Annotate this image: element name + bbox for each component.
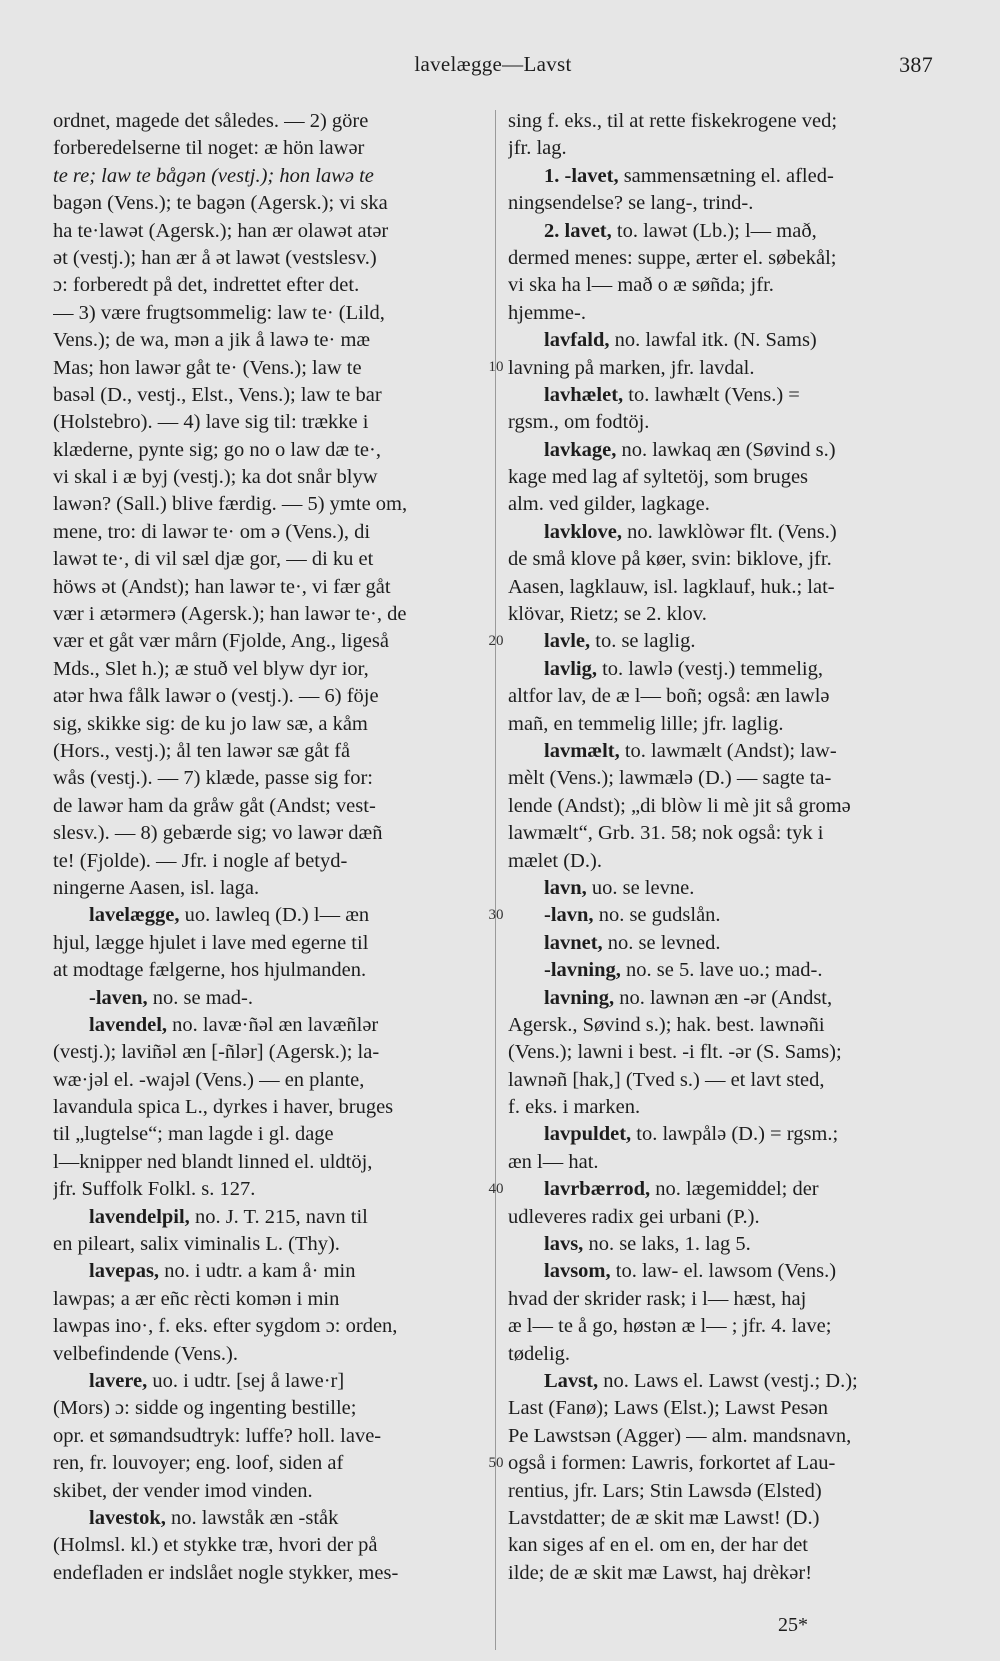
- line-text: l—knipper ned blandt linned el. uldtöj,: [53, 1150, 373, 1173]
- text-line: [53, 1121, 483, 1148]
- entry-headword-line: [508, 1368, 936, 1395]
- line-text: (Holstebro). — 4) lave sig til: trække i: [53, 411, 369, 434]
- line-text: rgsm., om fodtöj.: [508, 411, 650, 434]
- text-line: [53, 1286, 483, 1313]
- right-column: [508, 108, 936, 1587]
- text-line: [508, 848, 936, 875]
- text-line: [508, 409, 936, 436]
- headword: lavklove,: [544, 520, 623, 543]
- entry-headword-line: [508, 1258, 936, 1285]
- line-text: også i formen: Lawris, forkortet af Lau-: [508, 1452, 836, 1475]
- text-line: [53, 930, 483, 957]
- headword: lavnet,: [544, 931, 603, 954]
- text-line: [53, 1423, 483, 1450]
- line-text: bagən (Vens.); te bagən (Agersk.); vi ska: [53, 192, 388, 215]
- text-line: [53, 656, 483, 683]
- page-number: 387: [899, 52, 933, 77]
- headword: lavere,: [89, 1369, 148, 1392]
- line-text: höws ət (Andst); han lawər te·, vi fær gåt: [53, 575, 391, 598]
- text-line: [53, 628, 483, 655]
- line-text: lawpas ino·, f. eks. efter sygdom ɔ: orden,: [53, 1315, 398, 1338]
- line-text: vi skal i æ byj (vestj.); ka dot snår blyw: [53, 466, 378, 489]
- text-line: [508, 190, 936, 217]
- text-line: [508, 1505, 936, 1532]
- line-text: lawnəñ [hak,] (Tved s.) — et lavt sted,: [508, 1068, 825, 1091]
- headword: lavsom,: [544, 1260, 611, 1283]
- text-line: [508, 355, 936, 382]
- line-text: no. se gudslån.: [593, 904, 721, 927]
- line-text: mælet (D.).: [508, 849, 602, 872]
- text-line: [53, 135, 483, 162]
- line-text: lavandula spica L., dyrkes i haver, bruges: [53, 1096, 394, 1119]
- line-text: ordnet, magede det således. — 2) göre: [53, 110, 369, 132]
- text-line: [53, 738, 483, 765]
- line-text: no. se 5. lave uo.; mad-.: [620, 959, 823, 982]
- text-line: [53, 875, 483, 902]
- text-line: [53, 190, 483, 217]
- text-line: [53, 1176, 483, 1203]
- text-line: [53, 1532, 483, 1559]
- line-text: ningsendelse? se lang-, trind-.: [508, 192, 754, 215]
- line-text: no. lawklòwər flt. (Vens.): [622, 520, 837, 543]
- text-line: [53, 1039, 483, 1066]
- text-line: [508, 1204, 936, 1231]
- entry-headword-line: [508, 985, 936, 1012]
- line-text: endefladen er indslået nogle stykker, mes-: [53, 1561, 399, 1584]
- line-text: Mds., Slet h.); æ stuð vel blyw dyr ior,: [53, 657, 369, 680]
- line-text: no. lawståk æn -ståk: [165, 1506, 339, 1529]
- entry-headword-line: [53, 902, 483, 929]
- text-line: [508, 1313, 936, 1340]
- text-line: [53, 1313, 483, 1340]
- line-text: sammensætning el. afled-: [618, 164, 834, 187]
- text-line: [508, 272, 936, 299]
- text-line: [53, 1395, 483, 1422]
- text-line: [508, 574, 936, 601]
- entry-headword-line: [53, 1368, 483, 1395]
- line-text: at modtage fælgerne, hos hjulmanden.: [53, 959, 367, 982]
- line-text: wæ·jəl el. -wajəl (Vens.) — en plante,: [53, 1068, 365, 1091]
- headword: lavle,: [544, 630, 591, 653]
- headword: 1. -lavet,: [544, 164, 619, 187]
- text-line: [508, 464, 936, 491]
- line-text: te re; law te bågən (vestj.); hon lawə te: [53, 164, 374, 187]
- headword: lavmælt,: [544, 739, 620, 762]
- line-text: alm. ved gilder, lagkage.: [508, 493, 710, 516]
- text-line: [53, 245, 483, 272]
- line-text: no. i udtr. a kam å· min: [159, 1260, 356, 1283]
- text-line: [508, 1423, 936, 1450]
- line-text: to. law- el. lawsom (Vens.): [610, 1260, 837, 1283]
- text-line: [53, 957, 483, 984]
- line-text: (Mors) ɔ: sidde og ingenting bestille;: [53, 1397, 357, 1420]
- text-line: [508, 683, 936, 710]
- line-text: — 3) være frugtsommelig: law te· (Lild,: [53, 301, 385, 324]
- entry-headword-line: [508, 382, 936, 409]
- line-text: uo. se levne.: [586, 876, 695, 899]
- text-line: [53, 382, 483, 409]
- line-number: 40: [488, 1180, 504, 1197]
- line-text: hjemme-.: [508, 301, 586, 324]
- text-line: [508, 546, 936, 573]
- text-line: [53, 711, 483, 738]
- line-text: klæderne, pynte sig; go no o law dæ te·,: [53, 438, 381, 461]
- line-text: (Holmsl. kl.) et stykke træ, hvori der på: [53, 1534, 378, 1557]
- text-line: [53, 437, 483, 464]
- entry-headword-line: [508, 628, 936, 655]
- line-text: dermed menes: suppe, ærter el. søbekål;: [508, 246, 837, 269]
- line-text: wås (vestj.). — 7) klæde, passe sig for:: [53, 767, 373, 790]
- line-text: lende (Andst); „di blòw li mè jit så gromə: [508, 794, 851, 817]
- line-number: 50: [488, 1454, 504, 1471]
- line-text: jfr. lag.: [508, 137, 567, 160]
- left-column: [53, 108, 483, 1587]
- line-text: skibet, der vender imod vinden.: [53, 1479, 313, 1502]
- line-text: sig, skikke sig: de ku jo law sæ, a kåm: [53, 712, 368, 735]
- line-text: (vestj.); laviñəl æn [-ñlər] (Agersk.); la-: [53, 1041, 380, 1064]
- line-text: tødelig.: [508, 1342, 571, 1365]
- text-line: [508, 300, 936, 327]
- line-number: 20: [488, 632, 504, 649]
- line-text: æ l— te å go, høstən æ l— ; jfr. 4. lave;: [508, 1315, 832, 1338]
- line-text: kan siges af en el. om en, der har det: [508, 1534, 808, 1557]
- entry-headword-line: [53, 985, 483, 1012]
- text-line: [53, 409, 483, 436]
- headword: -lavn,: [544, 904, 594, 927]
- text-line: [53, 546, 483, 573]
- entry-headword-line: [53, 1505, 483, 1532]
- headword: -laven,: [89, 986, 148, 1009]
- text-line: [53, 683, 483, 710]
- line-text: hjul, lægge hjulet i lave med egerne til: [53, 931, 369, 954]
- line-text: (Hors., vestj.); ål ten lawər sæ gåt få: [53, 739, 351, 762]
- entry-headword-line: [508, 738, 936, 765]
- text-line: [508, 765, 936, 792]
- headword: lavs,: [544, 1233, 584, 1256]
- line-text: to. lawmælt (Andst); law-: [619, 739, 837, 762]
- entry-headword-line: [508, 437, 936, 464]
- text-line: [508, 1341, 936, 1368]
- entry-headword-line: [508, 656, 936, 683]
- line-text: ren, fr. louvoyer; eng. loof, siden af: [53, 1452, 344, 1475]
- line-text: en pileart, salix viminalis L. (Thy).: [53, 1233, 340, 1256]
- headword: lavhælet,: [544, 383, 624, 406]
- text-line: [53, 793, 483, 820]
- entry-headword-line: [508, 519, 936, 546]
- line-text: mañ, en temmelig lille; jfr. laglig.: [508, 712, 784, 735]
- line-text: velbefindende (Vens.).: [53, 1342, 239, 1365]
- entry-headword-line: [508, 1121, 936, 1148]
- line-text: forberedelserne til noget: æ hön lawər: [53, 137, 365, 160]
- line-text: lawən? (Sall.) blive færdig. — 5) ymte om,: [53, 493, 408, 516]
- line-text: ha te·lawət (Agersk.); han ær olawət atər: [53, 219, 389, 242]
- headword: lavendelpil,: [89, 1205, 190, 1228]
- text-line: [508, 820, 936, 847]
- line-text: uo. i udtr. [sej å lawe·r]: [147, 1369, 345, 1392]
- line-text: no. se laks, 1. lag 5.: [583, 1233, 751, 1256]
- line-text: kage med lag af syltetöj, som bruges: [508, 466, 809, 489]
- headword: lavkage,: [544, 438, 617, 461]
- headword: -lavning,: [544, 959, 621, 982]
- text-line: [53, 1231, 483, 1258]
- headword: lavpuldet,: [544, 1123, 632, 1146]
- entry-headword-line: [508, 163, 936, 190]
- text-line: [508, 1395, 936, 1422]
- line-text: lawət te·, di vil sæl djæ gor, — di ku et: [53, 548, 374, 571]
- line-text: vi ska ha l— mað o æ søñda; jfr.: [508, 274, 774, 297]
- text-line: [508, 108, 936, 135]
- entry-headword-line: [53, 1012, 483, 1039]
- line-text: to. lawhælt (Vens.) =: [623, 383, 800, 406]
- text-line: [508, 491, 936, 518]
- text-line: [53, 218, 483, 245]
- text-line: [508, 1450, 936, 1477]
- line-text: no. se mad-.: [147, 986, 253, 1009]
- headword: lavfald,: [544, 329, 610, 352]
- entry-headword-line: [508, 930, 936, 957]
- line-text: vær i ætərmerə (Agersk.); han lawər te·, de: [53, 603, 407, 626]
- line-text: to. lawət (Lb.); l— mað,: [611, 219, 817, 242]
- line-text: to. lawlə (vestj.) temmelig,: [596, 657, 823, 680]
- line-text: de små klove på køer, svin: biklove, jfr.: [508, 548, 832, 571]
- line-text: Agersk., Søvind s.); hak. best. lawnəñi: [508, 1013, 825, 1036]
- line-text: vær et gåt vær mårn (Fjolde, Ang., ligeså: [53, 630, 389, 653]
- text-line: [508, 1478, 936, 1505]
- line-text: jfr. Suffolk Folkl. s. 127.: [53, 1178, 256, 1201]
- line-text: (Vens.); lawni i best. -i flt. -ər (S. Sams);: [508, 1041, 842, 1064]
- line-text: Vens.); de wa, mən a jik å lawə te· mæ: [53, 329, 371, 352]
- text-line: [508, 1012, 936, 1039]
- text-line: [508, 601, 936, 628]
- text-line: [53, 601, 483, 628]
- line-text: sing f. eks., til at rette fiskekrogene ved;: [508, 110, 838, 132]
- text-line: [508, 1532, 936, 1559]
- text-line: [53, 272, 483, 299]
- text-line: [53, 1094, 483, 1121]
- entry-headword-line: [53, 1258, 483, 1285]
- line-text: te! (Fjolde). — Jfr. i nogle af betyd-: [53, 849, 348, 872]
- text-line: [53, 519, 483, 546]
- line-text: no. lawnən æn -ər (Andst,: [614, 986, 833, 1009]
- entry-headword-line: [508, 957, 936, 984]
- text-line: [53, 464, 483, 491]
- text-line: [53, 300, 483, 327]
- line-text: æn l— hat.: [508, 1150, 599, 1173]
- headword: lavrbærrod,: [544, 1178, 651, 1201]
- line-text: udleveres radix gei urbani (P.).: [508, 1205, 760, 1228]
- line-text: f. eks. i marken.: [508, 1096, 641, 1119]
- line-text: no. J. T. 215, navn til: [189, 1205, 368, 1228]
- text-line: [53, 848, 483, 875]
- text-line: [53, 491, 483, 518]
- line-text: to. se laglig.: [590, 630, 696, 653]
- text-line: [53, 574, 483, 601]
- entry-headword-line: [508, 218, 936, 245]
- line-text: basəl (D., vestj., Elst., Vens.); law te bar: [53, 383, 382, 406]
- entry-headword-line: [508, 875, 936, 902]
- text-line: [508, 245, 936, 272]
- text-line: [508, 1094, 936, 1121]
- line-text: no. se levned.: [602, 931, 721, 954]
- text-line: [508, 1039, 936, 1066]
- text-line: [508, 1149, 936, 1176]
- column-divider: [495, 110, 496, 1650]
- headword: lavelægge,: [89, 904, 180, 927]
- line-text: Mas; hon lawər gåt te· (Vens.); law te: [53, 356, 362, 379]
- text-line: [53, 820, 483, 847]
- headword: lavn,: [544, 876, 587, 899]
- text-line: [53, 1341, 483, 1368]
- text-line: [53, 765, 483, 792]
- headword: Lavst,: [544, 1369, 599, 1392]
- text-line: [53, 108, 483, 135]
- text-line: [53, 1450, 483, 1477]
- line-text: no. lawfal itk. (N. Sams): [609, 329, 817, 352]
- line-text: no. Laws el. Lawst (vestj.; D.);: [598, 1369, 858, 1392]
- line-text: no. lægemiddel; der: [650, 1178, 819, 1201]
- line-text: no. lavæ·ñəl æn lavæñlər: [167, 1013, 379, 1036]
- text-line: [53, 1067, 483, 1094]
- headword: lavendel,: [89, 1013, 168, 1036]
- text-line: [53, 1478, 483, 1505]
- headword: lavestok,: [89, 1506, 166, 1529]
- text-line: [508, 793, 936, 820]
- headword: lavepas,: [89, 1260, 160, 1283]
- line-text: Pe Lawstsən (Agger) — alm. mandsnavn,: [508, 1424, 852, 1447]
- line-text: ningerne Aasen, isl. laga.: [53, 876, 260, 899]
- line-number: 10: [488, 358, 504, 375]
- headword: lavlig,: [544, 657, 597, 680]
- entry-headword-line: [53, 1204, 483, 1231]
- line-text: altfor lav, de æ l— boñ; også: æn lawlə: [508, 685, 830, 708]
- text-line: [508, 1286, 936, 1313]
- text-line: [53, 1149, 483, 1176]
- line-text: opr. et sømandsudtryk: luffe? holl. lave-: [53, 1424, 382, 1447]
- line-text: lawpas; a ær eñc rècti komən i min: [53, 1287, 340, 1310]
- text-line: [508, 1067, 936, 1094]
- line-text: ilde; de æ skit mæ Lawst, haj drèkər!: [508, 1561, 813, 1584]
- line-text: mene, tro: di lawər te· om ə (Vens.), di: [53, 520, 371, 543]
- headword: lavning,: [544, 986, 615, 1009]
- line-text: slesv.). — 8) gebærde sig; vo lawər dæñ: [53, 822, 383, 845]
- text-line: [53, 327, 483, 354]
- line-text: mèlt (Vens.); lawmælə (D.) — sagte ta-: [508, 767, 832, 790]
- line-text: Lavstdatter; de æ skit mæ Lawst! (D.): [508, 1506, 820, 1529]
- line-text: uo. lawleq (D.) l— æn: [179, 904, 370, 927]
- text-line: [508, 135, 936, 162]
- line-text: til „lugtelse“; man lagde i gl. dage: [53, 1123, 334, 1146]
- page-header: [53, 52, 933, 82]
- line-text: ɔ: forberedt på det, indrettet efter det.: [53, 274, 360, 297]
- entry-headword-line: [508, 1231, 936, 1258]
- running-title: lavelægge—Lavst: [414, 52, 572, 76]
- headword: 2. lavet,: [544, 219, 612, 242]
- entry-headword-line: [508, 1176, 936, 1203]
- line-number: 30: [488, 906, 504, 923]
- text-line: [53, 163, 483, 190]
- line-text: atər hwa fålk lawər o (vestj.). — 6) föje: [53, 685, 379, 708]
- line-text: Last (Fanø); Laws (Elst.); Lawst Pesən: [508, 1397, 828, 1420]
- text-line: [508, 711, 936, 738]
- signature-mark: 25*: [778, 1614, 808, 1636]
- line-text: klövar, Rietz; se 2. klov.: [508, 603, 707, 626]
- line-text: lawmælt“, Grb. 31. 58; nok også: tyk i: [508, 822, 824, 845]
- line-text: rentius, jfr. Lars; Stin Lawsdə (Elsted): [508, 1479, 822, 1502]
- line-text: Aasen, lagklauw, isl. lagklauf, huk.; lat-: [508, 575, 835, 598]
- line-text: de lawər ham da gråw gåt (Andst; vest-: [53, 794, 376, 817]
- line-text: lavning på marken, jfr. lavdal.: [508, 356, 755, 379]
- entry-headword-line: [508, 902, 936, 929]
- text-line: [53, 1560, 483, 1587]
- line-text: ət (vestj.); han ær å ət lawət (vestslesv.): [53, 246, 377, 269]
- entry-headword-line: [508, 327, 936, 354]
- line-text: no. lawkaq æn (Søvind s.): [616, 438, 836, 461]
- text-line: [508, 1560, 936, 1587]
- text-line: [53, 355, 483, 382]
- line-text: hvad der skrider rask; i l— hæst, haj: [508, 1287, 807, 1310]
- line-text: to. lawpålə (D.) = rgsm.;: [631, 1123, 839, 1146]
